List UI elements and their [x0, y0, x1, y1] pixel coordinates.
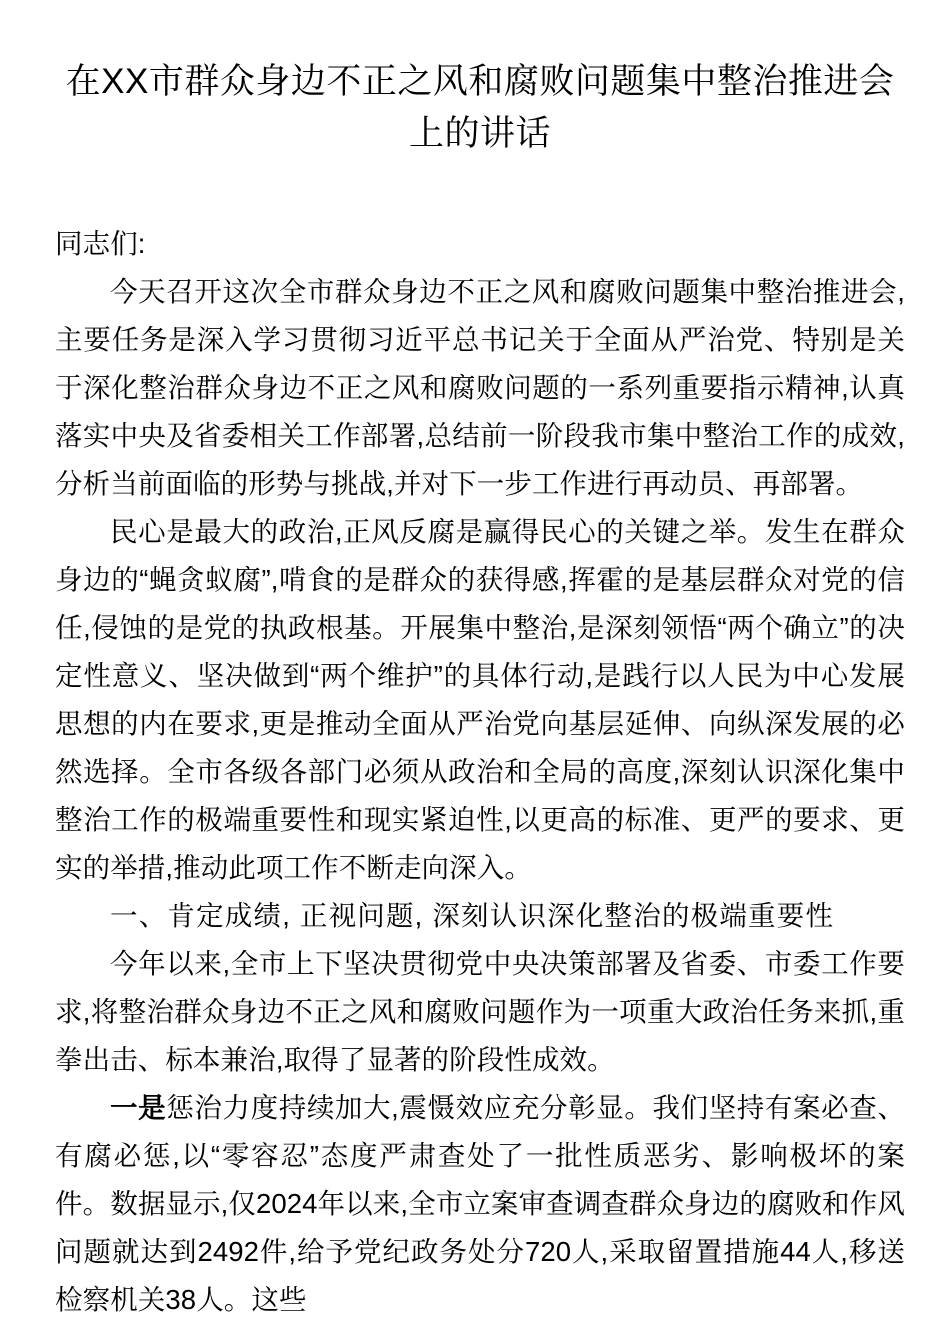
paragraph-results: 今年以来,全市上下坚决贯彻党中央决策部署及省委、市委工作要求,将整治群众身边不正之风和腐败问题作为一项重大政治任务来抓,重拳出击、标本兼治,取得了显著的阶段性成效。 [55, 948, 905, 1075]
point-one-text: 惩治力度持续加大,震慑效应充分彰显。我们坚持有案必查、有腐必惩,以“零容忍”态度严肃查处了一批性质恶劣、影响极坏的案件。数据显示,仅2024年以来,全市立案审查调查群众身边的腐败和作风问题就达到2492件,给予党纪政务处分720人,采取留置措施44人,移送检察机关38人。这些 [55, 1092, 905, 1315]
section-heading-one: 一、肯定成绩, 正视问题, 深刻认识深化整治的极端重要性 [110, 900, 835, 931]
page-title: 在XX市群众身边不正之风和腐败问题集中整治推进会上的讲话 [65, 62, 895, 153]
paragraph-point-one [55, 1084, 905, 1324]
point-one-lead: 一是 [110, 1092, 167, 1123]
salutation: 同志们: [55, 228, 146, 259]
paragraph-opening: 今天召开这次全市群众身边不正之风和腐败问题集中整治推进会,主要任务是深入学习贯彻习近平总书记关于全面从严治党、特别是关于深化整治群众身边不正之风和腐败问题的一系列重要指示精神,认真落实中央及省委相关工作部署,总结前一阶段我市集中整治工作的成效,分析当前面临的形势与挑战,并对下一步工作进行再动员、再部署。 [55, 276, 905, 499]
paragraph-significance: 民心是最大的政治,正风反腐是赢得民心的关键之举。发生在群众身边的“蝇贪蚁腐”,啃食的是群众的获得感,挥霍的是基层群众对党的信任,侵蚀的是党的执政根基。开展集中整治,是深刻领悟“两个确立”的决定性意义、坚决做到“两个维护”的具体行动,是践行以人民为中心发展思想的内在要求,更是推动全面从严治党向基层延伸、向纵深发展的必然选择。全市各级各部门必须从政治和全局的高度,深刻认识深化集中整治工作的极端重要性和现实紧迫性,以更高的标准、更严的要求、更实的举措,推动此项工作不断走向深入。 [55, 516, 905, 883]
